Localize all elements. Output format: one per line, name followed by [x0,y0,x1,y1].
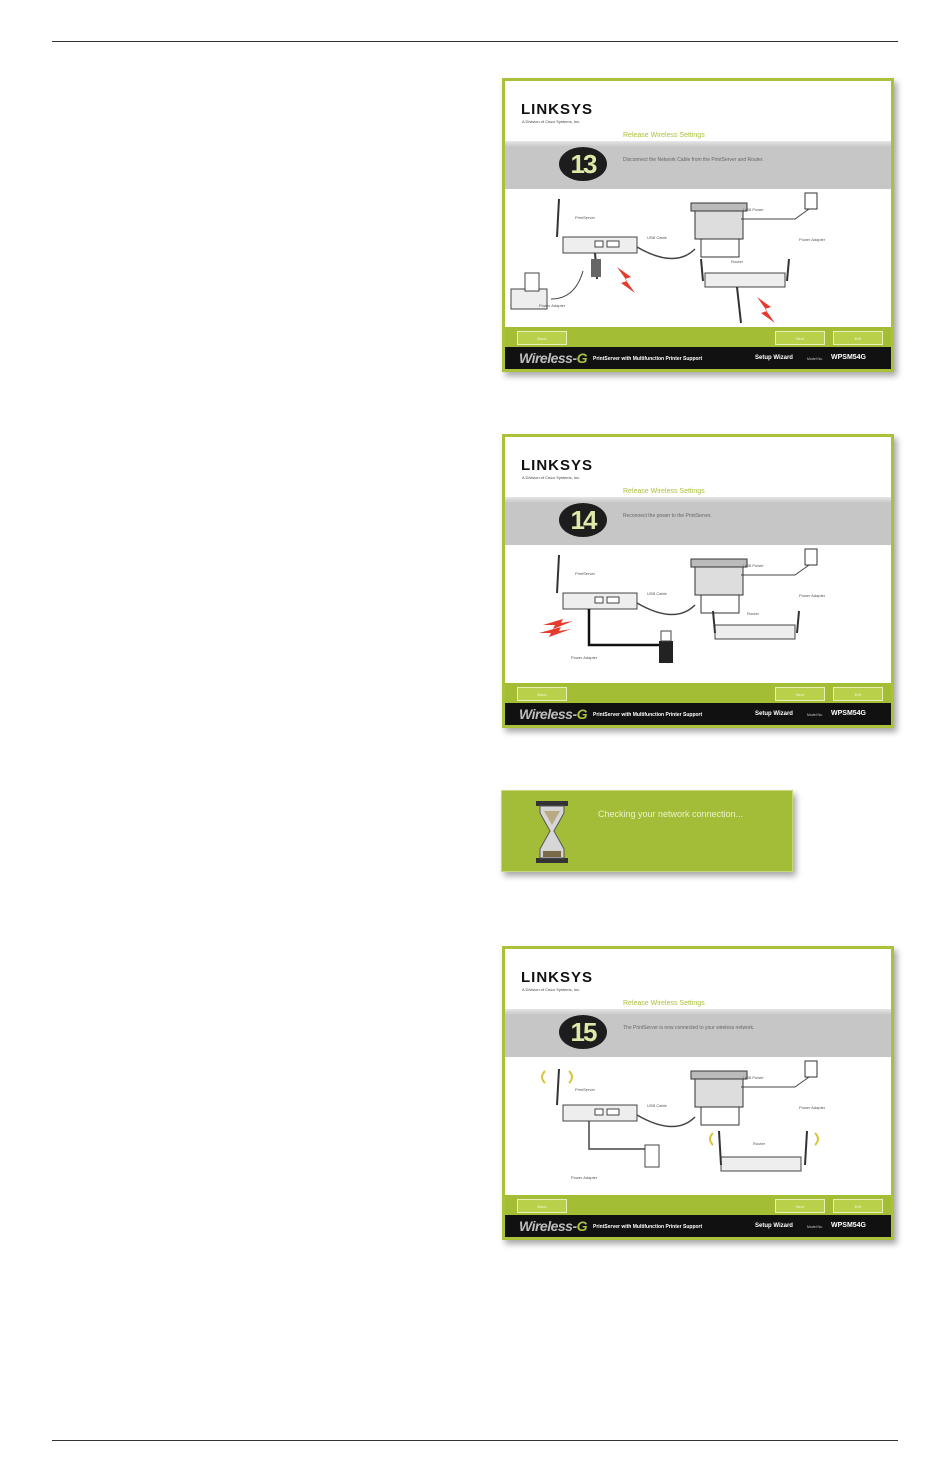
logo-subtitle: A Division of Cisco Systems, Inc. [522,475,581,480]
product-name: PrintServer with Multifunction Printer Support [593,356,703,362]
brand-wireless-g: Wireless-G [519,350,588,366]
router-label: Router [747,611,760,616]
power-adapter-label: Power Adapter [799,1105,826,1110]
model-label: Model No. [807,357,823,361]
step-number: 14 [559,503,607,537]
exit-button[interactable]: Exit [833,331,883,345]
setup-wizard-label: Setup Wizard [755,1223,793,1229]
power-adapter-label-2: Power Adapter [571,1175,598,1180]
printserver-label: PrintServer [575,1087,596,1092]
logo-subtitle: A Division of Cisco Systems, Inc. [522,987,581,992]
step-number: 13 [559,147,607,181]
step-number: 15 [559,1015,607,1049]
product-name: PrintServer with Multifunction Printer Support [593,1224,703,1230]
connection-diagram [505,189,891,327]
button-bar [505,1195,891,1215]
step-instruction: Reconnect the power to the PrintServer. [623,513,712,519]
model-number: WPSM54G [831,354,867,361]
checking-connection-dialog [501,790,793,872]
connection-diagram [505,545,891,683]
button-bar [505,327,891,347]
status-text: Checking your network connection... [598,809,744,819]
button-bar [505,683,891,703]
power-adapter-label: Power Adapter [799,237,826,242]
header-rule [52,41,898,42]
brand-wireless-g: Wireless-G [519,706,588,722]
wizard-heading: Release Wireless Settings [623,488,705,495]
printserver-label: PrintServer [575,571,596,576]
wizard-footer [505,347,891,369]
model-number: WPSM54G [831,1222,867,1229]
usb-power-label: USB Power [743,1075,764,1080]
router-label: Router [753,1141,766,1146]
next-button[interactable]: Next [775,331,825,345]
model-label: Model No. [807,1225,823,1229]
back-button[interactable]: Back [517,687,567,701]
power-adapter-label-2: Power Adapter [571,655,598,660]
next-button[interactable]: Next [775,687,825,701]
wizard-heading: Release Wireless Settings [623,132,705,139]
router-label: Router [731,259,744,264]
wizard-step-13 [502,78,894,372]
usb-power-label: USB Power [743,563,764,568]
hourglass-icon [534,801,570,863]
wizard-step-14 [502,434,894,728]
next-button[interactable]: Next [775,1199,825,1213]
usb-cable-label: USB Cable [647,235,667,240]
back-button[interactable]: Back [517,331,567,345]
wizard-footer [505,1215,891,1237]
setup-wizard-label: Setup Wizard [755,711,793,717]
setup-wizard-label: Setup Wizard [755,355,793,361]
usb-power-label: USB Power [743,207,764,212]
power-adapter-label-2: Power Adapter [539,303,566,308]
usb-cable-label: USB Cable [647,1103,667,1108]
usb-cable-label: USB Cable [647,591,667,596]
step-instruction: The PrintServer is now connected to your wireless network. [623,1025,755,1031]
model-number: WPSM54G [831,710,867,717]
connection-diagram [505,1057,891,1195]
logo-subtitle: A Division of Cisco Systems, Inc. [522,119,581,124]
step-instruction: Disconnect the Network Cable from the PrintServer and Router. [623,157,764,163]
back-button[interactable]: Back [517,1199,567,1213]
power-adapter-label: Power Adapter [799,593,826,598]
wizard-step-15 [502,946,894,1240]
brand-wireless-g: Wireless-G [519,1218,588,1234]
exit-button[interactable]: Exit [833,1199,883,1213]
linksys-logo: LINKSYS [521,101,594,118]
wizard-heading: Release Wireless Settings [623,1000,705,1007]
exit-button[interactable]: Exit [833,687,883,701]
wizard-footer [505,703,891,725]
printserver-label: PrintServer [575,215,596,220]
linksys-logo: LINKSYS [521,969,594,986]
product-name: PrintServer with Multifunction Printer Support [593,712,703,718]
linksys-logo: LINKSYS [521,457,594,474]
model-label: Model No. [807,713,823,717]
footer-rule [52,1440,898,1441]
